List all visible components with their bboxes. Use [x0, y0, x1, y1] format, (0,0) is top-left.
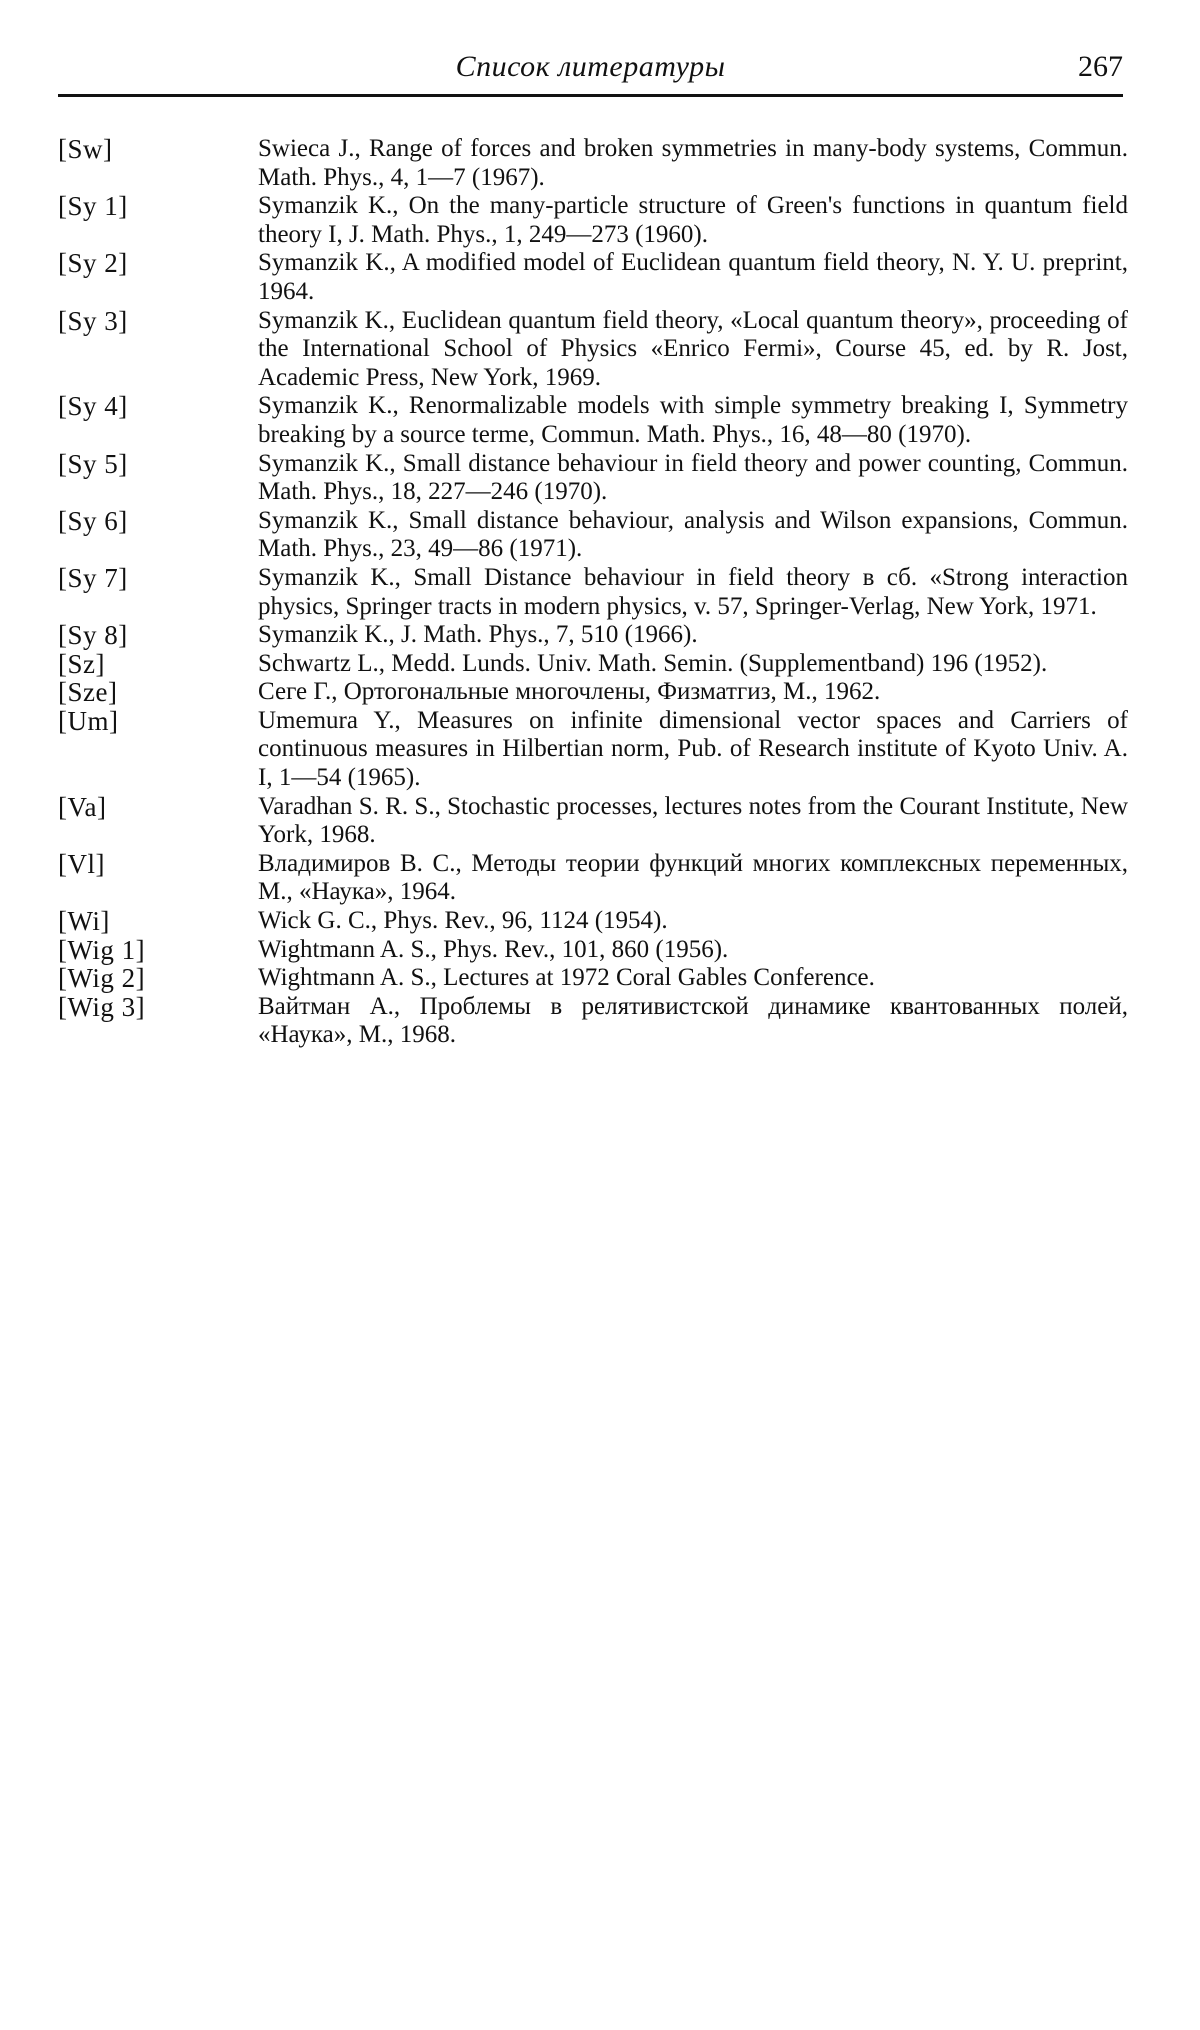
bib-key: [Sy 7]: [58, 562, 128, 593]
running-title: Список литературы: [455, 50, 726, 83]
bib-entry-sy3: [58, 307, 1128, 393]
bib-entry-va: [58, 793, 1128, 850]
bib-key: [Va]: [58, 791, 107, 822]
bib-key: [Wi]: [58, 906, 110, 937]
running-head: [58, 48, 1123, 88]
bib-entry-sze: [58, 678, 1128, 707]
bib-text: Сеге Г., Ортогональные многочлены, Физматгиз, М., 1962.: [258, 678, 881, 706]
bib-key: [Wig 2]: [58, 963, 146, 994]
bib-key: [Sy 6]: [58, 505, 128, 536]
bib-entry-wig2: [58, 964, 1128, 993]
bib-text: Symanzik K., A modified model of Euclidean quantum field theory, N. Y. U. preprint, 1964.: [258, 249, 1128, 305]
bib-key: [Sy 2]: [58, 248, 128, 279]
bib-key: [Sy 4]: [58, 391, 128, 422]
bib-entry-vl: [58, 850, 1128, 907]
bib-text: Wightmann A. S., Phys. Rev., 101, 860 (1956).: [258, 935, 729, 963]
bib-key: [Wig 3]: [58, 991, 146, 1022]
bib-text: Schwartz L., Medd. Lunds. Univ. Math. Semin. (Supplementband) 196 (1952).: [258, 649, 1048, 677]
bib-text: Umemura Y., Measures on infinite dimensional vector spaces and Carriers of continuous measures in Hilbertian norm, Pub. of Research institute of Kyoto Univ. A. I, 1—54 (1965).: [258, 706, 1128, 792]
bibliography-list: [58, 135, 1128, 1050]
bib-key: [Sy 3]: [58, 305, 128, 336]
bib-text: Symanzik K., Small distance behaviour, analysis and Wilson expansions, Commun. Math. Phys., 23, 49—86 (1971).: [258, 506, 1128, 563]
bib-text: Wick G. C., Phys. Rev., 96, 1124 (1954).: [258, 907, 668, 935]
bib-key: [Sy 1]: [58, 191, 128, 222]
bib-key: [Sy 8]: [58, 620, 128, 651]
bib-text: Symanzik K., Small Distance behaviour in field theory в сб. «Strong interaction physics, Springer tracts in modern physics, v. 57, Springer-Verlag, New York, 1971.: [258, 563, 1128, 620]
bib-entry-wig1: [58, 936, 1128, 965]
bib-text: Symanzik K., Euclidean quantum field theory, «Local quantum theory», proceeding of the International School of Physics «Enrico Fermi», Course 45, ed. by R. Jost, Academic Press, New York, 1969.: [258, 306, 1128, 391]
header-rule: [58, 94, 1123, 97]
bib-entry-sy6: [58, 507, 1128, 564]
bib-text: Владимиров В. С., Методы теории функций многих комплексных переменных, М., «Наука», 1964.: [258, 849, 1128, 906]
bib-text: Swieca J., Range of forces and broken symmetries in many-body systems, Commun. Math. Phys., 4, 1—7 (1967).: [258, 135, 1128, 191]
bib-text: Вайтман А., Проблемы в релятивистской динамике квантованных полей, «Наука», М., 1968.: [258, 992, 1128, 1049]
bib-text: Varadhan S. R. S., Stochastic processes, lectures notes from the Courant Institute, New York, 1968.: [258, 792, 1128, 849]
bib-text: Symanzik K., On the many-particle structure of Green's functions in quantum field theory I, J. Math. Phys., 1, 249—273 (1960).: [258, 192, 1128, 248]
bib-key: [Vl]: [58, 848, 105, 879]
bib-text: Symanzik K., J. Math. Phys., 7, 510 (1966).: [258, 621, 698, 649]
bib-entry-wig3: [58, 993, 1128, 1050]
bib-entry-sz: [58, 650, 1128, 679]
bib-entry-sw: [58, 135, 1128, 192]
bib-entry-sy4: [58, 392, 1128, 449]
bib-entry-sy1: [58, 192, 1128, 249]
bib-text: Symanzik K., Renormalizable models with simple symmetry breaking I, Symmetry breaking by a source terme, Commun. Math. Phys., 16, 48—80 (1970).: [258, 392, 1128, 448]
bib-key: [Sy 5]: [58, 448, 128, 479]
bib-entry-sy7: [58, 564, 1128, 621]
bib-key: [Sw]: [58, 134, 113, 164]
bib-text: Symanzik K., Small distance behaviour in field theory and power counting, Commun. Math. Phys., 18, 227—246 (1970).: [258, 449, 1128, 506]
bib-entry-sy5: [58, 450, 1128, 507]
page-number: 267: [1078, 50, 1123, 83]
bib-key: [Sz]: [58, 648, 105, 679]
bib-entry-um: [58, 707, 1128, 793]
bib-entry-wi: [58, 907, 1128, 936]
bib-key: [Um]: [58, 705, 119, 736]
bib-key: [Wig 1]: [58, 934, 146, 965]
bib-text: Wightmann A. S., Lectures at 1972 Coral Gables Conference.: [258, 964, 875, 992]
bib-key: [Sze]: [58, 677, 118, 708]
bib-entry-sy8: [58, 621, 1128, 650]
bib-entry-sy2: [58, 249, 1128, 306]
